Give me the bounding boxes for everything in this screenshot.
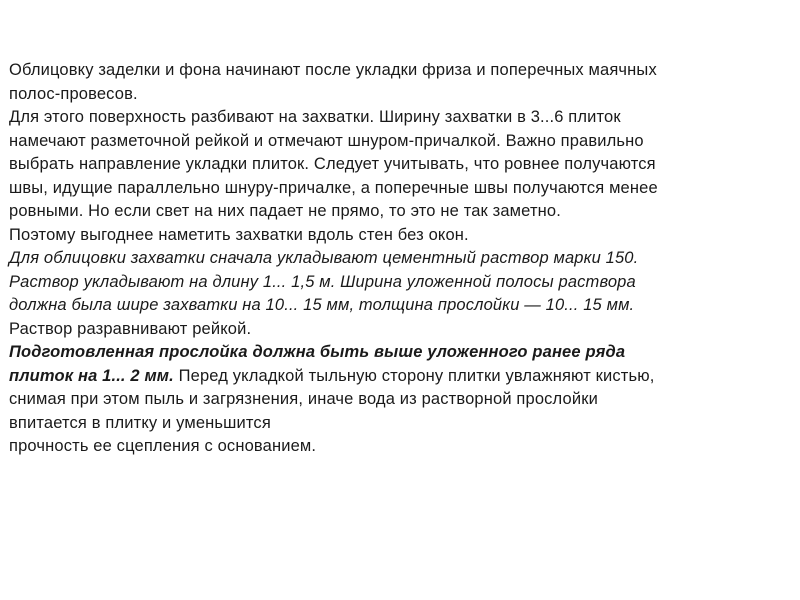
italic-text-line: Для облицовки захватки сначала укладывают цементный раствор марки 150. [9, 249, 639, 267]
italic-text-line: Раствор укладывают на длину 1... 1,5 м. Ширина уложенной полосы раствора [9, 272, 636, 291]
bold-italic-text-line: Подготовленная прослойка должна быть выше уложенного ранее ряда [9, 343, 626, 361]
text-line: выбрать направление укладки плиток. Следует учитывать, что ровнее получаются [9, 155, 656, 173]
text-line: намечают разметочной рейкой и отмечают шнуром-причалкой. Важно правильно [9, 131, 644, 150]
text-line: впитается в плитку и уменьшится [9, 413, 271, 432]
italic-text-line: должна была шире захватки на 10... 15 мм, толщина прослойки — 10... 15 мм. [9, 296, 635, 314]
text-line: полос-провесов. [9, 84, 138, 103]
text-fragment: Перед укладкой тыльную сторону плитки увлажняют кистью, [173, 366, 655, 385]
text-line: снимая при этом пыль и загрязнения, иначе вода из растворной прослойки [9, 390, 598, 408]
document-text [9, 59, 789, 459]
text-line: Раствор разравнивают рейкой. [9, 319, 252, 338]
text-line: ровными. Но если свет на них падает не прямо, то это не так заметно. [9, 202, 561, 220]
bold-italic-fragment: плиток на 1... 2 мм. [9, 366, 174, 385]
text-line: Для этого поверхность разбивают на захватки. Ширину захватки в 3...6 плиток [9, 108, 621, 126]
text-line: Поэтому выгоднее наметить захватки вдоль стен без окон. [9, 225, 469, 244]
text-line: Облицовку заделки и фона начинают после укладки фриза и поперечных маячных [9, 61, 657, 79]
mixed-text-line [9, 365, 789, 389]
text-line: прочность ее сцепления с основанием. [9, 437, 317, 455]
text-line: швы, идущие параллельно шнуру-причалке, а поперечные швы получаются менее [9, 178, 658, 197]
